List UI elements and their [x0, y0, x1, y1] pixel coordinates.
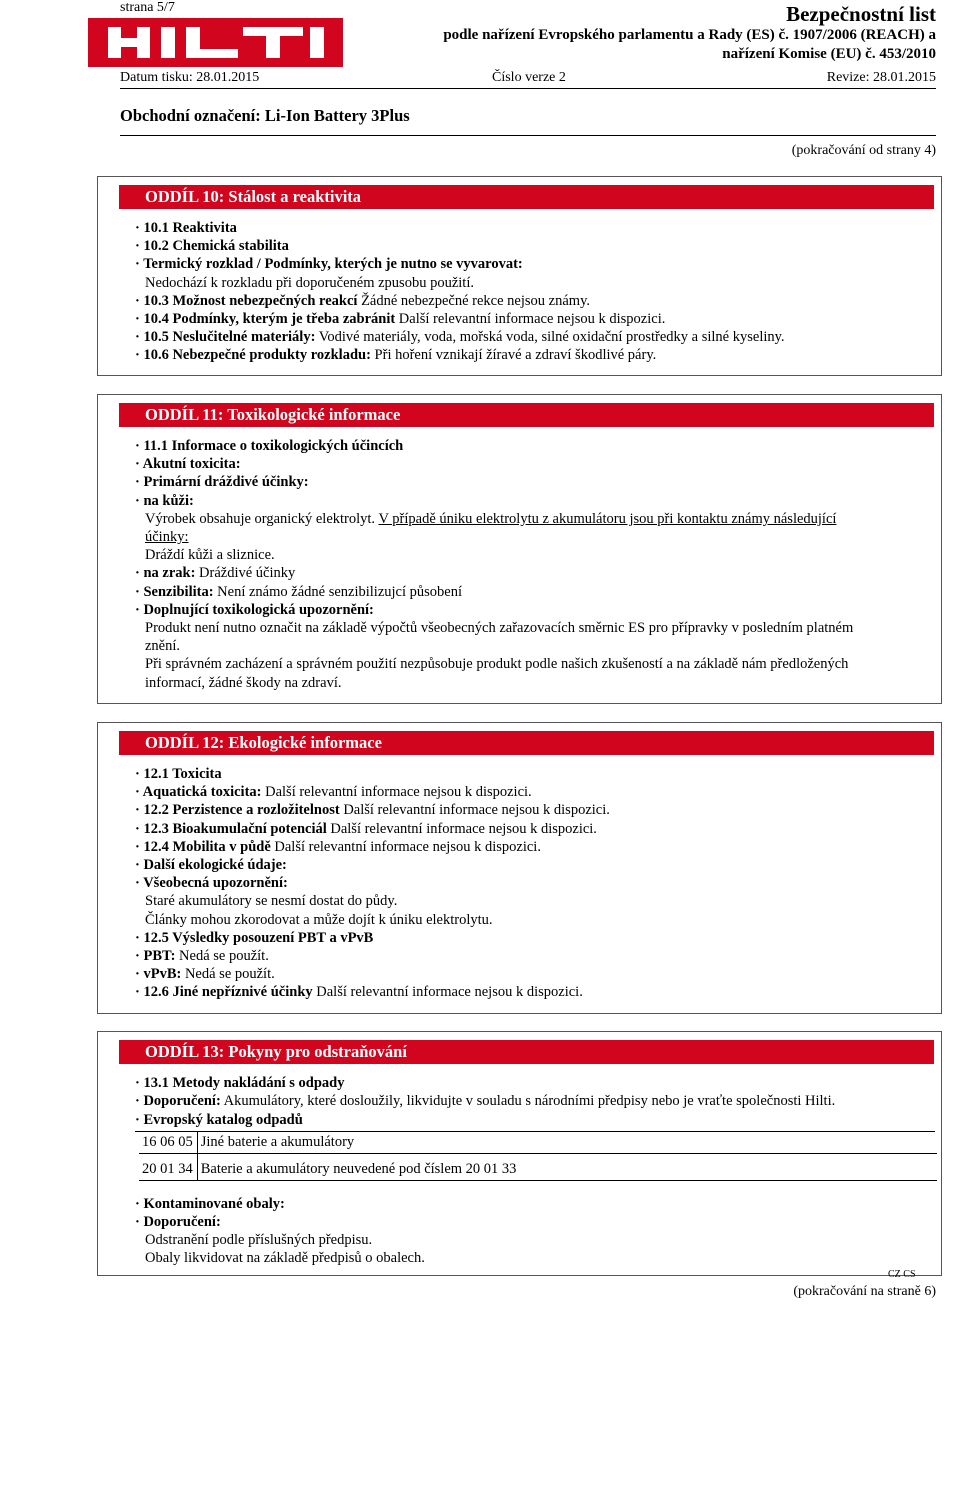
trade-name-label: Obchodní označení:: [120, 106, 261, 125]
section-13-title: ODDÍL 13: Pokyny pro odstraňování: [119, 1040, 934, 1064]
table-row: [139, 1132, 937, 1154]
s10-decomposition-products: [135, 346, 941, 364]
revision-date: Revize: 28.01.2015: [826, 70, 936, 85]
section-11-title: ODDÍL 11: Toxikologické informace: [119, 403, 934, 427]
s12-general-notes: · Všeobecná upozornění:: [135, 875, 288, 892]
section-11-body: [98, 427, 941, 692]
s12-persistence-text: Další relevantní informace nejsou k dispozici.: [343, 802, 610, 819]
s13-catalog-title: · Evropský katalog odpadů: [135, 1112, 303, 1129]
regulation-line-2: nařízení Komise (EU) č. 453/2010: [722, 46, 936, 62]
s11-note-1b: znění.: [145, 638, 181, 655]
waste-description: Baterie a akumulátory neuvedené pod číslem 20 01 33: [197, 1153, 937, 1180]
s12-pbt-vpvb: · 12.5 Výsledky posouzení PBT a vPvB: [135, 929, 374, 946]
s11-additional-notes: · Doplnující toxikologická upozornění:: [135, 601, 374, 618]
s12-other-data: · Další ekologické údaje:: [135, 857, 287, 874]
s11-irritates: Dráždí kůži a sliznice.: [145, 547, 275, 564]
s11-skin-text-underlined: V případě úniku elektrolytu z akumulátoru jsou při kontaktu známy následující: [378, 510, 837, 527]
hilti-logo: [88, 18, 343, 67]
s10-chemical-stability: · 10.2 Chemická stabilita: [135, 238, 289, 255]
s12-note-1: Staré akumulátory se nesmí dostat do půdy.: [145, 893, 398, 910]
s10-reactivity: · 10.1 Reaktivita: [135, 220, 237, 236]
waste-code: 16 06 05: [139, 1132, 197, 1154]
header-divider: [120, 88, 936, 89]
s10-hazardous-reactions-label: · 10.3 Možnost nebezpečných reakcí: [135, 292, 358, 309]
s11-note-2b: informací, žádné škody na zdraví.: [145, 674, 342, 691]
s11-skin-text-plain: Výrobek obsahuje organický elektrolyt.: [145, 510, 376, 527]
s10-thermal-decomposition: · Termický rozklad / Podmínky, kterých je nutno se vyvarovat:: [135, 256, 523, 273]
language-code: CZ CS: [888, 1269, 916, 1280]
s11-acute-toxicity: · Akutní toxicita:: [135, 456, 241, 473]
s13-packaging-note-2: Obaly likvidovat na základě předpisů o obalech.: [145, 1250, 425, 1267]
s11-on-eyes-text: Dráždivé účinky: [199, 565, 296, 582]
s11-sensitisation-text: Není známo žádné senzibilizujcí působení: [217, 583, 462, 600]
section-13-body: [98, 1064, 941, 1267]
s11-on-eyes-label: · na zrak:: [135, 565, 196, 582]
section-10-body: [98, 209, 941, 365]
s12-pbt: [135, 947, 941, 965]
trade-name: [120, 106, 410, 126]
s10-thermal-decomposition-text: Nedochází k rozkladu při doporučeném zpusobu použití.: [145, 274, 474, 291]
s10-conditions-to-avoid: [135, 310, 941, 328]
print-date: Datum tisku: 28.01.2015: [120, 70, 260, 85]
s11-skin-effects: účinky:: [145, 529, 189, 546]
s10-decomposition-text: Při hoření vznikají žíravé a zdraví škodlivé páry.: [374, 347, 657, 364]
s11-on-eyes: [135, 564, 941, 582]
s12-other-adverse-label: · 12.6 Jiné nepříznivé účinky: [135, 984, 313, 1001]
continued-on: (pokračování na straně 6): [793, 1284, 936, 1299]
s12-aquatic-label: · Aquatická toxicita:: [135, 784, 262, 801]
s12-mobility-label: · 12.4 Mobilita v půdě: [135, 838, 271, 855]
waste-description: Jiné baterie a akumulátory: [197, 1132, 937, 1154]
s12-other-adverse: [135, 983, 941, 1001]
s10-hazardous-reactions: [135, 292, 941, 310]
s12-aquatic-toxicity: [135, 783, 941, 801]
s12-persistence: [135, 801, 941, 819]
s12-toxicity: · 12.1 Toxicita: [135, 766, 222, 782]
s11-sensitisation: [135, 583, 941, 601]
s10-incompatible-materials: [135, 328, 941, 346]
section-10: [97, 176, 942, 376]
s12-mobility: [135, 838, 941, 856]
hilti-logo-mark: [88, 18, 343, 67]
table-row: [139, 1153, 937, 1180]
s12-pbt-text: Nedá se použít.: [179, 948, 269, 965]
section-10-title: ODDÍL 10: Stálost a reaktivita: [119, 185, 934, 209]
s10-conditions-label: · 10.4 Podmínky, kterým je třeba zabránit: [135, 311, 396, 328]
continued-from: (pokračování od strany 4): [791, 143, 936, 158]
s11-on-skin: · na kůži:: [135, 492, 194, 509]
s12-aquatic-text: Další relevantní informace nejsou k dispozici.: [265, 784, 532, 801]
document-title: Bezpečnostní list: [786, 2, 936, 26]
s12-vpvb-label: · vPvB:: [135, 966, 182, 983]
s11-skin-text: [135, 510, 941, 528]
section-12: [97, 722, 942, 1014]
section-11: [97, 394, 942, 704]
s12-bioaccumulation: [135, 820, 941, 838]
section-12-body: [98, 755, 941, 1002]
s10-conditions-text: Další relevantní informace nejsou k dispozici.: [398, 311, 666, 328]
s12-other-adverse-text: Další relevantní informace nejsou k dispozici.: [316, 984, 583, 1001]
waste-code: 20 01 34: [139, 1153, 197, 1180]
s10-incompatible-text: Vodivé materiály, voda, mořská voda, silné oxidační prostředky a silné kyseliny.: [318, 329, 785, 346]
s13-recommendation-label: · Doporučení:: [135, 1093, 221, 1110]
section-12-title: ODDÍL 12: Ekologické informace: [119, 731, 934, 755]
s10-hazardous-reactions-text: Žádné nebezpečné rekce nejsou známy.: [361, 292, 590, 309]
s13-packaging-recommendation: · Doporučení:: [135, 1213, 221, 1230]
s12-persistence-label: · 12.2 Perzistence a rozložitelnost: [135, 802, 340, 819]
trade-divider: [120, 135, 936, 136]
s12-vpvb: [135, 965, 941, 983]
s12-bioaccumulation-label: · 12.3 Bioakumulační potenciál: [135, 820, 327, 837]
s13-recommendation-text: Akumulátory, které dosloužily, likvidujte v souladu s národními předpisy nebo je vraťte společnosti Hilti.: [223, 1093, 836, 1110]
s11-primary-irritant: · Primární dráždivé účinky:: [135, 474, 309, 491]
s12-bioaccumulation-text: Další relevantní informace nejsou k dispozici.: [330, 820, 597, 837]
section-13: [97, 1031, 942, 1276]
page-label: strana 5/7: [120, 0, 175, 15]
s13-recommendation: [135, 1092, 941, 1110]
s10-decomposition-label: · 10.6 Nebezpečné produkty rozkladu:: [135, 347, 371, 364]
waste-catalog-table: [139, 1132, 937, 1181]
s11-toxicological-effects: · 11.1 Informace o toxikologických účincích: [135, 438, 404, 454]
s10-incompatible-label: · 10.5 Neslučitelné materiály:: [135, 329, 316, 346]
s12-vpvb-text: Nedá se použít.: [184, 966, 275, 983]
s13-waste-methods: · 13.1 Metody nakládání s odpady: [135, 1075, 345, 1091]
s12-pbt-label: · PBT:: [135, 948, 176, 965]
version-number: Číslo verze 2: [492, 70, 566, 85]
s11-sensitisation-label: · Senzibilita:: [135, 583, 214, 600]
s11-note-1a: Produkt není nutno označit na základě výpočtů všeobecných zařazovacích směrnic ES pro přípravky v posledním platném: [145, 620, 854, 637]
s13-contaminated-packaging: · Kontaminované obaly:: [135, 1195, 285, 1212]
trade-name-value: Li-Ion Battery 3Plus: [264, 106, 410, 125]
s12-mobility-text: Další relevantní informace nejsou k dispozici.: [274, 838, 541, 855]
s12-note-2: Články mohou zkorodovat a může dojít k úniku elektrolytu.: [145, 911, 493, 928]
s13-packaging-note-1: Odstranění podle příslušných předpisu.: [145, 1232, 373, 1249]
s11-note-2a: Při správném zacházení a správném použití nezpůsobuje produkt podle našich zkušeností a na základě nám předložených: [145, 656, 849, 673]
regulation-line-1: podle nařízení Evropského parlamentu a Rady (ES) č. 1907/2006 (REACH) a: [443, 27, 936, 43]
